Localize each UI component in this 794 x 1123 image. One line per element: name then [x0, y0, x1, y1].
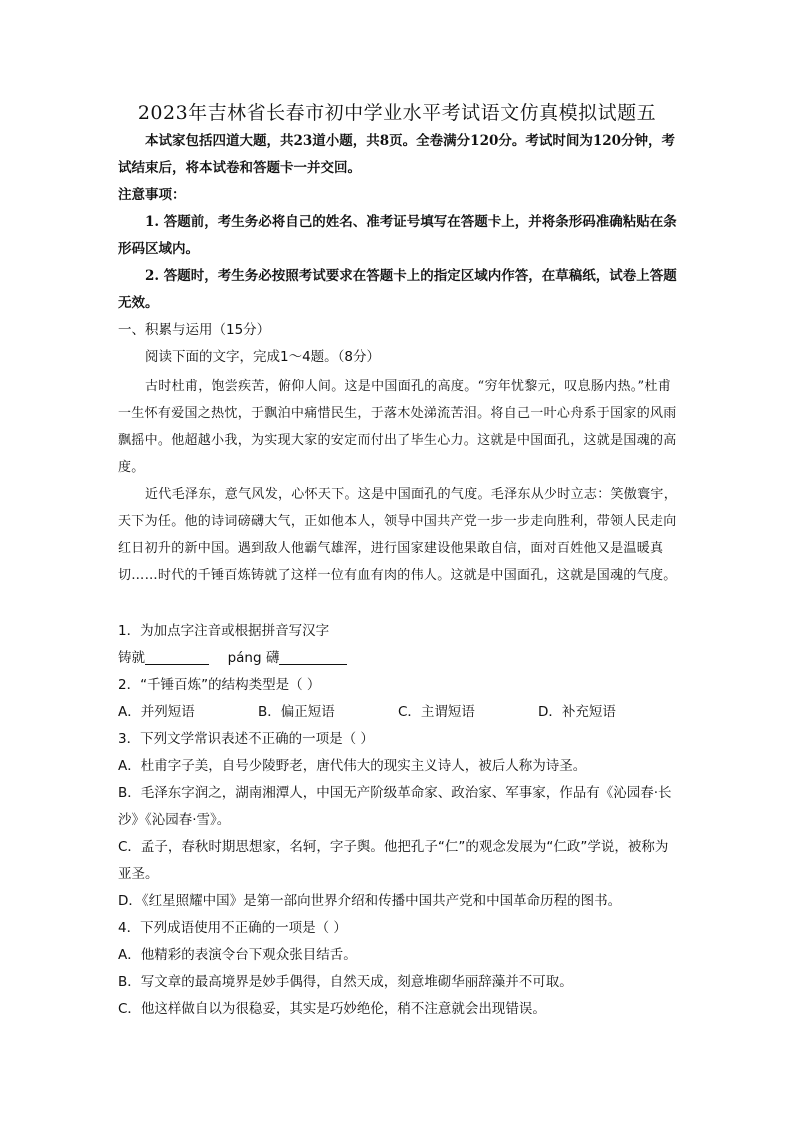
notice-item-2: 2. 答题时，考生务必按照考试要求在答题卡上的指定区域内作答，在草稿纸，试卷上答题无效。 — [118, 268, 677, 311]
question-1-item-b: páng 礴 — [227, 650, 280, 666]
question-4-option-b[interactable]: B．写文章的最高境界是妙手偶得，自然天成，刻意堆砌华丽辞藻并不可取。 — [118, 974, 573, 990]
question-1-item-a: 铸就 — [118, 650, 145, 666]
page-title: 2023年吉林省长春市初中学业水平考试语文仿真模拟试题五 — [137, 102, 657, 124]
question-2-option-d[interactable]: D．补充短语 — [538, 704, 616, 720]
question-3-option-d[interactable]: D．《红星照耀中国》是第一部向世界介绍和传播中国共产党和中国革命历程的图书。 — [118, 893, 622, 909]
passage-paragraph-1: 古时杜甫，饱尝疾苦，俯仰人间。这是中国面孔的高度。“穷年忧黎元，叹息肠内热。”杜甫一生怀有爱国之热忱，于飘泊中痛惜民生，于落木处涕流苦泪。将自己一叶心舟系于国家的风雨飘摇中。他超越小我，为实现大家的安定而付出了毕生心力。这就是中国面孔，这就是国魂的高度。 — [118, 379, 677, 475]
question-3-option-a[interactable]: A．杜甫字子美，自号少陵野老，唐代伟大的现实主义诗人，被后人称为诗圣。 — [118, 758, 587, 774]
intro-paragraph: 本试家包括四道大题，共23道小题，共8页。全卷满分120分。考试时间为120分钟，考试结束后，将本试卷和答题卡一并交回。 — [118, 133, 676, 176]
passage-paragraph-2: 近代毛泽东，意气风发，心怀天下。这是中国面孔的气度。毛泽东从少时立志：笑傲寰宇，天下为任。他的诗词磅礴大气，正如他本人，领导中国共产党一步一步走向胜利，带领人民走向红日初升的新中国。遇到敌人他霸气雄浑，进行国家建设他果敢自信，面对百姓他又是温暖真切……时代的千锤百炼铸就了这样一位有血有肉的伟人。这就是中国面孔，这就是国魂的气度。 — [118, 487, 678, 583]
question-4-stem: 4．下列成语使用不正确的一项是（ ） — [118, 920, 347, 936]
question-2-option-b[interactable]: B．偏正短语 — [258, 704, 335, 720]
question-2-options — [118, 699, 678, 726]
question-2-option-a[interactable]: A．并列短语 — [118, 704, 195, 720]
question-3-option-b[interactable]: B．毛泽东字润之，湖南湘潭人，中国无产阶级革命家、政治家、军事家，作品有《沁园春·长沙》《沁园春·雪》。 — [118, 785, 672, 828]
question-2-option-c[interactable]: C．主谓短语 — [398, 704, 475, 720]
question-1-stem: 1．为加点字注音或根据拼音写汉字 — [118, 623, 330, 639]
question-4-option-a[interactable]: A．他精彩的表演令台下观众张目结舌。 — [118, 947, 357, 963]
question-1-items — [118, 645, 678, 672]
answer-blank-a[interactable] — [145, 648, 209, 665]
notice-item-1: 1. 答题前，考生务必将自己的姓名、准考证号填写在答题卡上，并将条形码准确粘贴在条形码区域内。 — [118, 214, 677, 257]
question-3-stem: 3．下列文学常识表述不正确的一项是（ ） — [118, 731, 374, 747]
section-heading: 一、积累与运用（15分） — [118, 322, 271, 338]
answer-blank-b[interactable] — [279, 648, 347, 665]
question-4-option-c[interactable]: C．他这样做自以为很稳妥，其实是巧妙绝伦，稍不注意就会出现错误。 — [118, 1001, 546, 1017]
question-3-option-c[interactable]: C．孟子，春秋时期思想家，名轲，字子舆。他把孔子“仁”的观念发展为“仁政”学说，被称为亚圣。 — [118, 839, 669, 882]
reading-instruction: 阅读下面的文字，完成1～4题。（8分） — [145, 349, 381, 365]
question-2-stem: 2．“千锤百炼”的结构类型是（ ） — [118, 677, 321, 693]
notice-heading: 注意事项： — [118, 187, 186, 203]
